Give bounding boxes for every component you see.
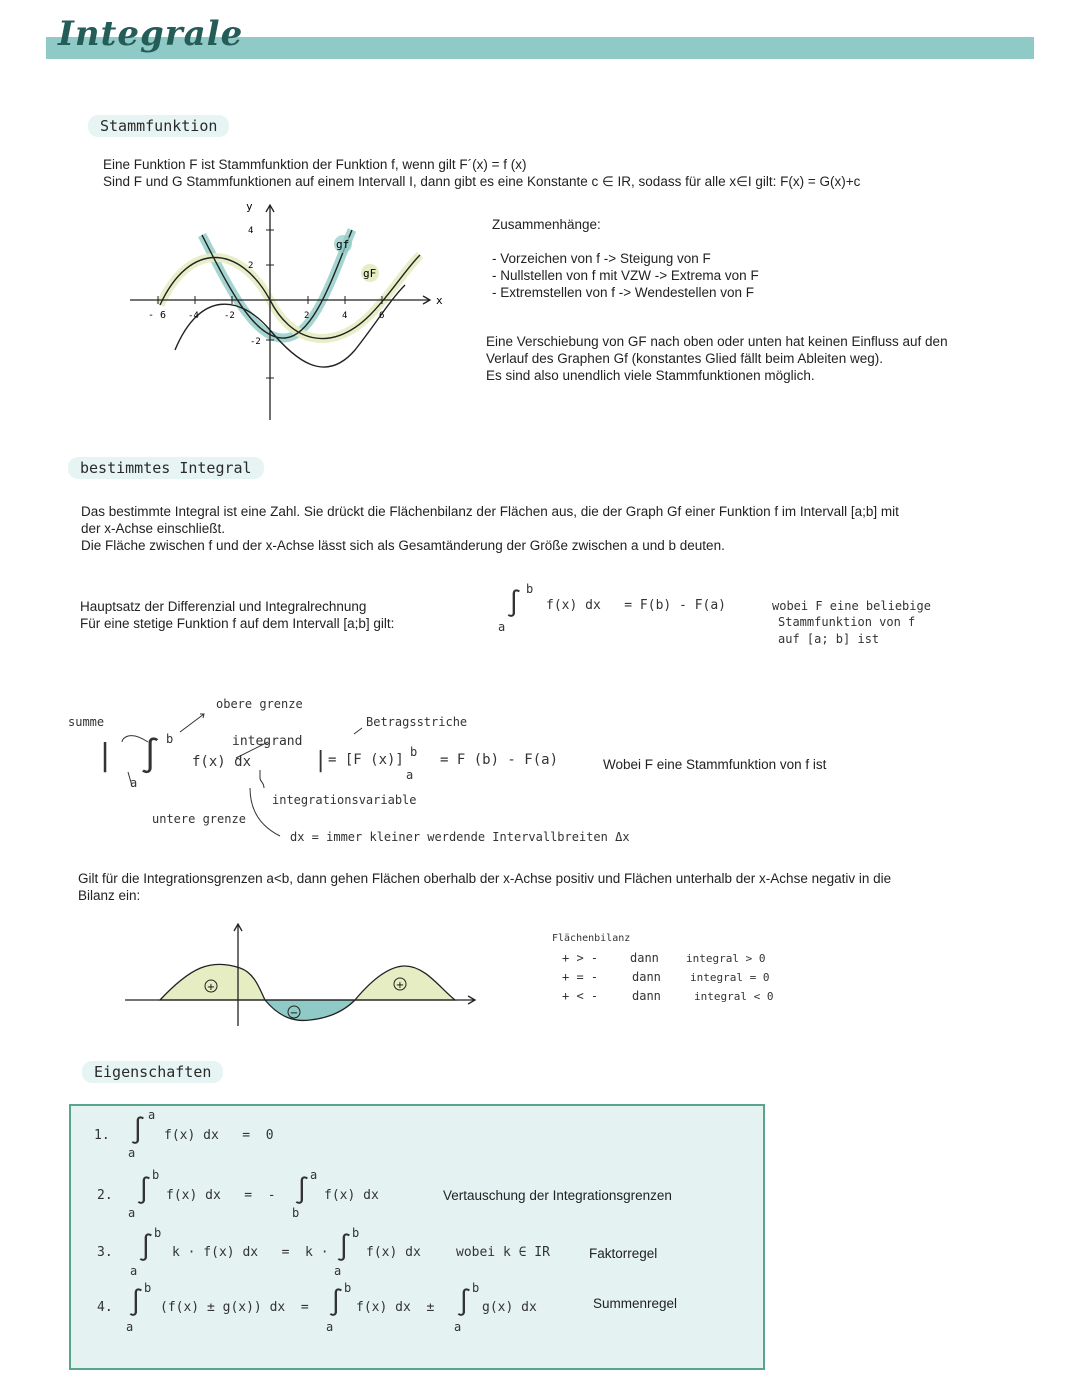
rule2-label: Vertauschung der Integrationsgrenzen (443, 1188, 672, 1203)
note-obere-grenze: obere grenze (216, 697, 303, 711)
tick-label-x2: 2 (304, 311, 310, 321)
section-tag-eigenschaften: Eigenschaften (82, 1061, 223, 1083)
bilanz-row1-result: integral > 0 (686, 952, 766, 965)
zusammenhang-1: - Vorzeichen von f -> Steigung von F (492, 251, 711, 266)
verschiebung-3: Es sind also unendlich viele Stammfunktionen möglich. (486, 368, 815, 383)
rule4-upper-3: b (472, 1281, 480, 1295)
bilanz-row3-cond: + < - (562, 989, 599, 1003)
hs-formula: f(x) dx = F(b) - F(a) (546, 598, 727, 613)
integral-def-1: Das bestimmte Integral ist eine Zahl. Sie drückt die Flächenbilanz der Flächen aus, die der Graph Gf einer Funktion f im Intervall [a;b] mit (81, 504, 899, 519)
notation-result: = F (b) - F(a) (440, 752, 559, 768)
integral-sign-notation: ∫ (140, 736, 161, 776)
tick-label-y4: 4 (248, 226, 254, 236)
rule3-lower-2: a (334, 1264, 342, 1278)
rule1-integral: ∫ (130, 1116, 146, 1146)
rule2-lower-2: b (292, 1206, 300, 1220)
tick-label-x6: 6 (379, 311, 385, 321)
rule3-upper-2: b (352, 1226, 360, 1240)
rule3-body: k · f(x) dx = k · (172, 1245, 329, 1260)
note-untere-grenze: untere grenze (152, 812, 246, 826)
integral-def-2: der x-Achse einschließt. (81, 521, 226, 536)
integral-sign-hs: ∫ (506, 589, 522, 619)
rule4-upper: b (144, 1281, 152, 1295)
hs-note-3: auf [a; b] ist (778, 632, 880, 646)
rule3-upper: b (154, 1226, 162, 1240)
rule3-label: Faktorregel (589, 1246, 658, 1261)
bilanz-row2-cond: + = - (562, 970, 599, 984)
section-tag-stammfunktion: Stammfunktion (88, 115, 229, 137)
hs-lower: a (498, 620, 506, 634)
bilanz-row1-dann: dann (630, 951, 659, 965)
hauptsatz-title: Hauptsatz der Differenzial und Integralrechnung (80, 599, 367, 614)
rule3-lower: a (130, 1264, 138, 1278)
rule2-body-2: f(x) dx (324, 1188, 379, 1203)
rule1-body: f(x) dx = 0 (164, 1128, 274, 1143)
bilanz-text-2: Bilanz ein: (78, 888, 141, 903)
tick-label-y2: 2 (248, 261, 254, 271)
hs-note-2: Stammfunktion von f (778, 615, 916, 629)
bilanz-row2-result: integral = 0 (690, 971, 770, 984)
bracket-lower: a (406, 768, 414, 782)
rule4-body: (f(x) ± g(x)) dx = (160, 1300, 309, 1315)
rule1-lower: a (128, 1146, 136, 1160)
notation-fx: f(x) dx (192, 754, 252, 770)
stammfunktion-def-1: Eine Funktion F ist Stammfunktion der Funktion f, wenn gilt F´(x) = f (x) (103, 157, 527, 172)
notation-arrows (100, 700, 400, 850)
summe-bar: | (96, 738, 115, 773)
bracket-upper: b (410, 745, 418, 759)
rule3-extra: wobei k ∈ IR (456, 1245, 550, 1260)
verschiebung-2: Verlauf des Graphen Gf (konstantes Glied fällt beim Ableiten weg). (486, 351, 883, 366)
rule4-body-3: g(x) dx (482, 1300, 537, 1315)
note-summe: summe (68, 715, 105, 729)
hs-upper: b (526, 582, 534, 596)
rule2-upper-2: a (310, 1168, 318, 1182)
rule2-lower: a (128, 1206, 136, 1220)
rule4-body-2: f(x) dx ± (356, 1300, 435, 1315)
tick-label-yn2: -2 (250, 337, 261, 347)
note-betragsstriche: Betragsstriche (366, 715, 468, 729)
bilanz-row3-dann: dann (632, 989, 661, 1003)
rule3-number: 3. (97, 1245, 113, 1260)
rule3-integral-2: ∫ (336, 1233, 352, 1263)
rule4-upper-2: b (344, 1281, 352, 1295)
zusammenhang-3: - Extremstellen von f -> Wendestellen von F (492, 285, 754, 300)
verschiebung-1: Eine Verschiebung von GF nach oben oder unten hat keinen Einfluss auf den (486, 334, 948, 349)
zusammenhaenge-title: Zusammenhänge: (492, 217, 601, 232)
tick-label-xn2: -2 (224, 311, 235, 321)
rule2-upper: b (152, 1168, 160, 1182)
wobei-text: Wobei F eine Stammfunktion von f ist (603, 757, 827, 772)
x-axis-label: x (436, 294, 443, 307)
hs-note-1: wobei F eine beliebige (772, 599, 931, 613)
section-tag-bestimmtes-integral: bestimmtes Integral (68, 457, 264, 479)
rule4-integral-2: ∫ (328, 1288, 344, 1318)
page-title: Integrale (58, 14, 244, 54)
rule4-integral: ∫ (128, 1288, 144, 1318)
rule2-number: 2. (97, 1188, 113, 1203)
notation-bracket: = [F (x)] (328, 752, 404, 768)
rule4-lower-3: a (454, 1320, 462, 1334)
note-dx: dx = immer kleiner werdende Intervallbreiten Δx (290, 830, 630, 844)
bilanz-text-1: Gilt für die Integrationsgrenzen a<b, dann gehen Flächen oberhalb der x-Achse positiv und Flächen unterhalb der x-Achse negativ in die (78, 871, 892, 886)
rule1-number: 1. (94, 1128, 110, 1143)
rule4-lower-2: a (326, 1320, 334, 1334)
rule1-upper: a (148, 1108, 156, 1122)
flaechenbilanz-title: Flächenbilanz (552, 933, 631, 944)
zusammenhang-2: - Nullstellen von f mit VZW -> Extrema von F (492, 268, 759, 283)
rule3-integral: ∫ (138, 1233, 154, 1263)
hauptsatz-text: Für eine stetige Funktion f auf dem Intervall [a;b] gilt: (80, 616, 395, 631)
notation-lower: a (130, 776, 138, 790)
rule3-body-2: f(x) dx (366, 1245, 421, 1260)
rule4-integral-3: ∫ (456, 1288, 472, 1318)
rule2-integral: ∫ (136, 1176, 152, 1206)
sign-plus-right: + (395, 980, 405, 991)
rule4-label: Summenregel (593, 1296, 678, 1311)
rule4-number: 4. (97, 1300, 113, 1315)
notation-upper: b (166, 732, 174, 746)
gF-label: gF (363, 267, 377, 280)
sign-minus: − (289, 1008, 299, 1019)
rule2-body: f(x) dx = - (166, 1188, 276, 1203)
gf-label: gf (336, 238, 350, 251)
tick-label-xn4: -4 (188, 311, 199, 321)
eigenschaften-box (69, 1104, 765, 1370)
note-integrationsvariable: integrationsvariable (272, 793, 417, 807)
rule4-lower: a (126, 1320, 134, 1334)
rule2-integral-2: ∫ (294, 1176, 310, 1206)
integral-def-3: Die Fläche zwischen f und der x-Achse lässt sich als Gesamtänderung der Größe zwischen a und b deuten. (81, 538, 725, 553)
bilanz-row2-dann: dann (632, 970, 661, 984)
sign-plus-left: + (206, 982, 216, 993)
note-integrand: integrand (232, 734, 303, 749)
tick-label-xn6: - 6 (148, 310, 167, 321)
y-axis-label: y (246, 200, 253, 213)
flaechenbilanz-graph (120, 918, 490, 1030)
stammfunktion-def-2: Sind F und G Stammfunktionen auf einem Intervall I, dann gibt es eine Konstante c ∈ IR, sodass für alle x∈I gilt: F(x) = G(x)+c (103, 174, 861, 189)
notation-bar: | (314, 748, 328, 773)
bilanz-row1-cond: + > - (562, 951, 599, 965)
bilanz-row3-result: integral < 0 (694, 990, 774, 1003)
stammfunktion-graph (120, 200, 450, 425)
tick-label-x4: 4 (342, 311, 348, 321)
